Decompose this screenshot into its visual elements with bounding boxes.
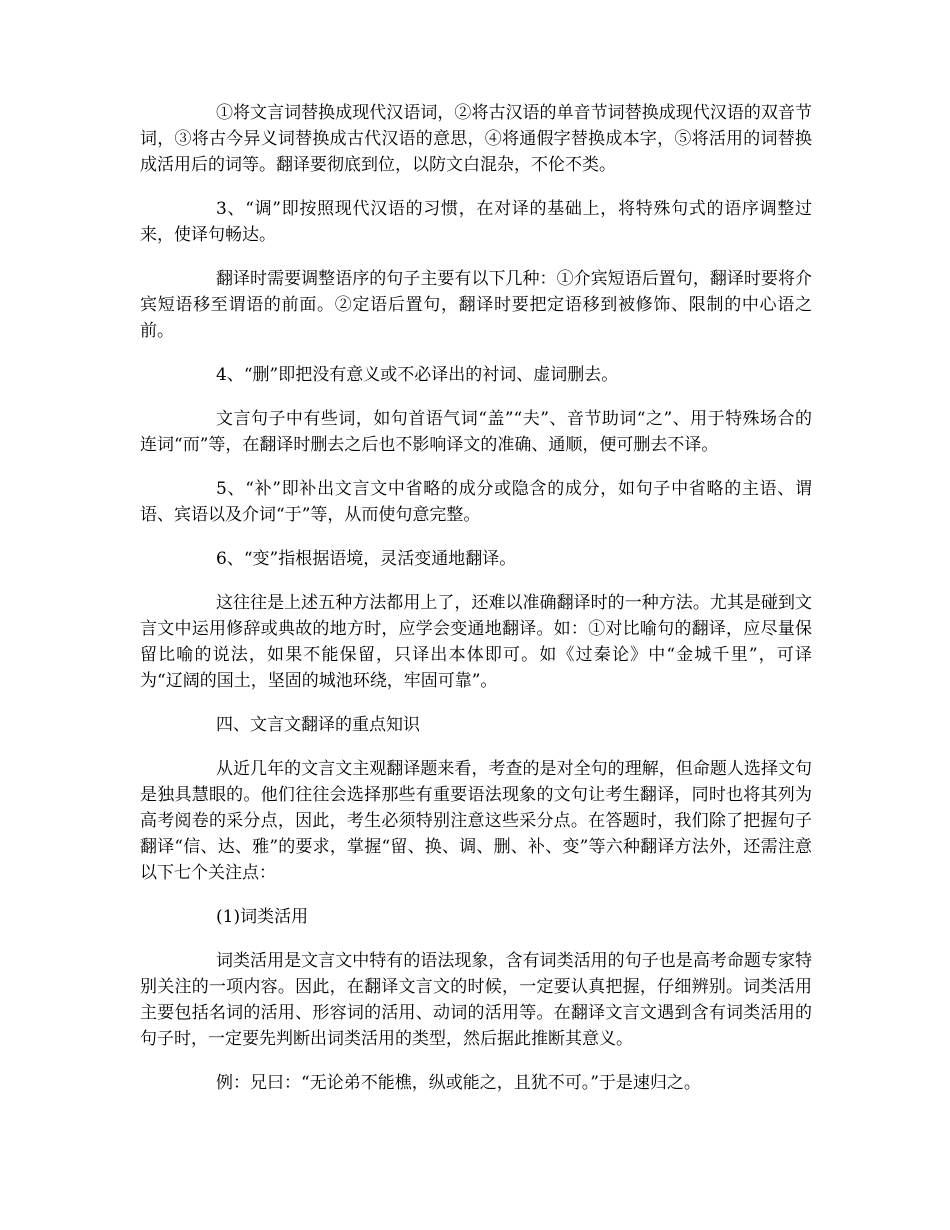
paragraph-method-change: 6、“变”指根据语境，灵活变通地翻译。	[216, 549, 517, 569]
section-heading-key-knowledge: 四、文言文翻译的重点知识	[216, 715, 420, 735]
paragraph-word-class: 词类活用是文言文中特有的语法现象，含有词类活用的句子也是高考命题专家特别关注的一项内容。因此，在翻译文言文的时候，一定要认真把握，仔细辨别。词类活用主要包括名词的活用、形容词的活用、动词的活用等。在翻译文言文遇到含有词类活用的句子时，一定要先判断出词类活用的类型，然后据此推断其意义。	[140, 951, 812, 1049]
paragraph-method-adjust: 3、“调”即按照现代汉语的习惯，在对译的基础上，将特殊句式的语序调整过来，使译句畅达。	[140, 199, 812, 245]
paragraph-method-delete: 4、“删”即把没有意义或不必译出的衬词、虚词删去。	[216, 365, 619, 385]
paragraph-change-detail: 这往往是上述五种方法都用上了，还难以准确翻译时的一种方法。尤其是碰到文言文中运用修辞或典故的地方时，应学会变通地翻译。如：①对比喻句的翻译，应尽量保留比喻的说法，如果不能保留，只译出本体即可。如《过秦论》中“金城千里”，可译为“辽阔的国土，坚固的城池环绕，牢固可靠”。	[140, 593, 812, 691]
paragraph-replace-words: ①将文言词替换成现代汉语词，②将古汉语的单音节词替换成现代汉语的双音节词，③将古今异义词替换成古代汉语的意思，④将通假字替换成本字，⑤将活用的词替换成活用后的词等。翻译要彻底到位，以防文白混杂，不伦不类。	[140, 103, 812, 175]
paragraph-example: 例：兄曰：“无论弟不能樵，纵或能之，且犹不可。”于是速归之。	[216, 1073, 701, 1093]
paragraph-word-order: 翻译时需要调整语序的句子主要有以下几种：①介宾短语后置句，翻译时要将介宾短语移至谓语的前面。②定语后置句，翻译时要把定语移到被修饰、限制的中心语之前。	[140, 269, 812, 341]
paragraph-delete-detail: 文言句子中有些词，如句首语气词“盖”“夫”、音节助词“之”、用于特殊场合的连词“而”等，在翻译时删去之后也不影响译文的准确、通顺，便可删去不译。	[140, 409, 812, 455]
subheading-word-class: (1)词类活用	[216, 907, 309, 927]
paragraph-key-knowledge: 从近几年的文言文主观翻译题来看，考查的是对全句的理解，但命题人选择文句是独具慧眼的。他们往往会选择那些有重要语法现象的文句让考生翻译，同时也将其列为高考阅卷的采分点，因此，考生必须特别注意这些采分点。在答题时，我们除了把握句子翻译“信、达、雅”的要求，掌握“留、换、调、删、补、变”等六种翻译方法外，还需注意以下七个关注点：	[140, 759, 812, 883]
document-page	[140, 100, 812, 1114]
paragraph-method-supplement: 5、“补”即补出文言文中省略的成分或隐含的成分，如句子中省略的主语、谓语、宾语以及介词“于”等，从而使句意完整。	[140, 479, 812, 525]
